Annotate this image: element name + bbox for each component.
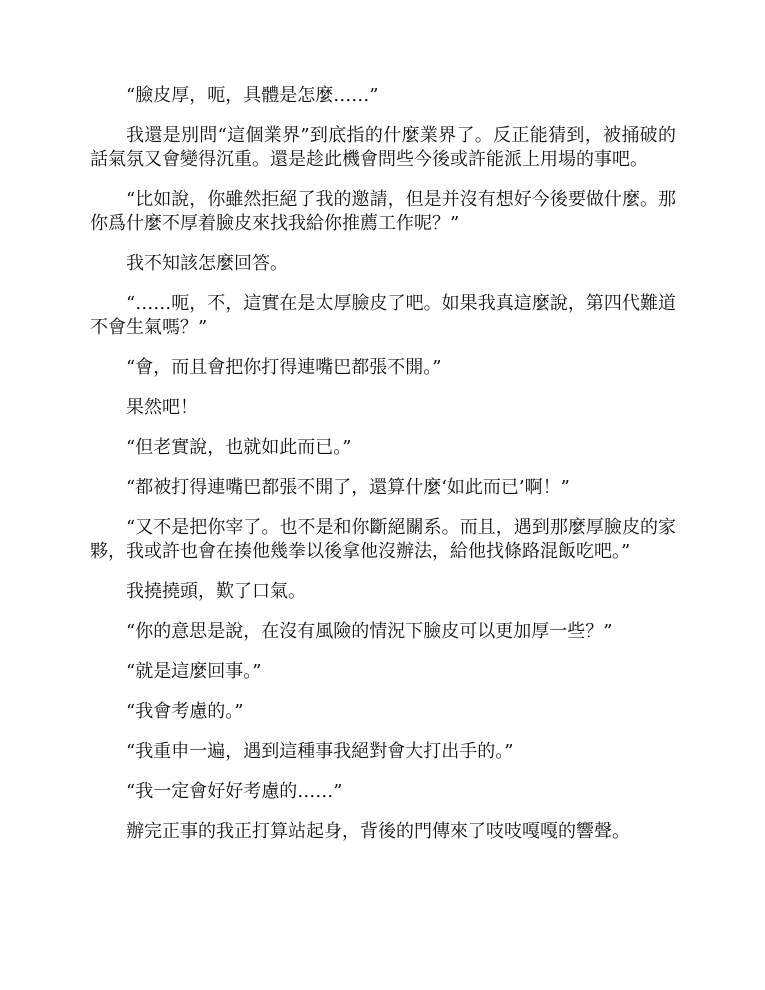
- paragraph: 我撓撓頭，歎了口氣。: [126, 581, 306, 602]
- paragraph: “就是這麼回事。”: [126, 661, 262, 682]
- paragraph: “但老實說，也就如此而已。”: [126, 437, 352, 458]
- paragraph: “我會考慮的。”: [126, 701, 244, 722]
- paragraph: “我重申一遍，遇到這種事我絕對會大打出手的。”: [126, 741, 514, 762]
- paragraph: 我不知該怎麼回答。: [126, 253, 288, 274]
- text-body: [90, 84, 676, 860]
- paragraph: “你的意思是說，在沒有風險的情況下臉皮可以更加厚一些？”: [126, 621, 613, 642]
- paragraph: “我一定會好好考慮的……”: [126, 781, 343, 802]
- paragraph: “會，而且會把你打得連嘴巴都張不開。”: [126, 357, 442, 378]
- paragraph: “都被打得連嘴巴都張不開了，還算什麼‘如此而已’啊！”: [126, 477, 570, 498]
- paragraph: 果然吧！: [126, 397, 198, 418]
- paragraph: “臉皮厚，呃，具體是怎麼……”: [126, 85, 379, 106]
- paragraph: “……呃，不，這實在是太厚臉皮了吧。如果我真這麼說，第四代難道不會生氣嗎？”: [90, 293, 676, 338]
- paragraph: 我還是別問“這個業界”到底指的什麼業界了。反正能猜到，被捅破的話氣氛又會變得沉重。還是趁此機會問些今後或許能派上用場的事吧。: [90, 125, 676, 170]
- paragraph: “又不是把你宰了。也不是和你斷絕關系。而且，遇到那麼厚臉皮的家夥，我或許也會在揍他幾拳以後拿他沒辦法，給他找條路混飯吃吧。”: [90, 517, 676, 562]
- paragraph: 辦完正事的我正打算站起身，背後的門傳來了吱吱嘎嘎的響聲。: [126, 821, 630, 842]
- paragraph: “比如說，你雖然拒絕了我的邀請，但是并沒有想好今後要做什麼。那你爲什麼不厚着臉皮來找我給你推薦工作呢？”: [90, 189, 676, 234]
